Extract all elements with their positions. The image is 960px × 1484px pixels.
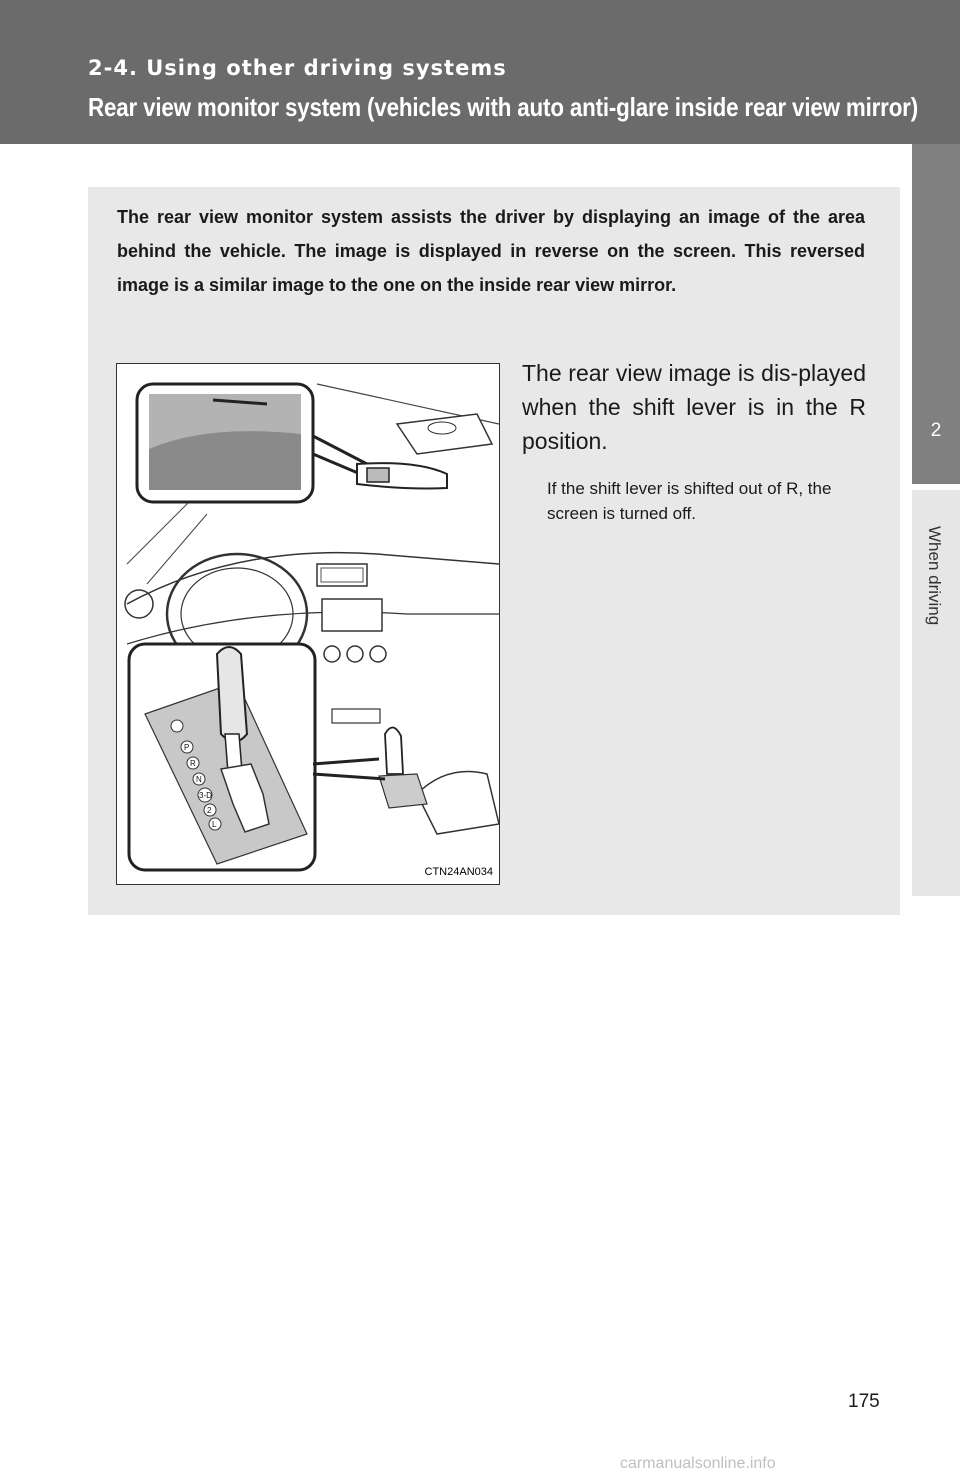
page-heading: Rear view monitor system (vehicles with auto anti-glare inside rear view mirror) [88, 92, 918, 122]
page-number: 175 [848, 1391, 880, 1412]
figure-illustration [116, 363, 500, 885]
shift-position-2: 2 [207, 806, 212, 815]
chapter-title: When driving [925, 526, 944, 626]
figure-code: CTN24AN034 [424, 866, 493, 878]
shift-position-r: R [190, 759, 196, 768]
main-text: The rear view image is dis-played when the shift lever is in the R position. [522, 360, 866, 454]
shift-position-3d: 3-D [199, 791, 212, 800]
watermark: carmanualsonline.info [620, 1455, 776, 1472]
shift-position-p: P [184, 743, 190, 752]
shift-position-l: L [212, 820, 217, 829]
section-label: 2-4. Using other driving systems [88, 56, 507, 80]
chapter-number: 2 [930, 420, 942, 441]
note-text: If the shift lever is shifted out of R, the screen is turned off. [547, 479, 832, 523]
intro-text: The rear view monitor system assists the driver by displaying an image of the area behind the vehicle. The image is displayed in reverse on the screen. This reversed image is a similar image to the one on the inside rear view mirror. [117, 207, 865, 295]
shift-position-n: N [196, 775, 202, 784]
dashboard-illustration [117, 364, 499, 884]
